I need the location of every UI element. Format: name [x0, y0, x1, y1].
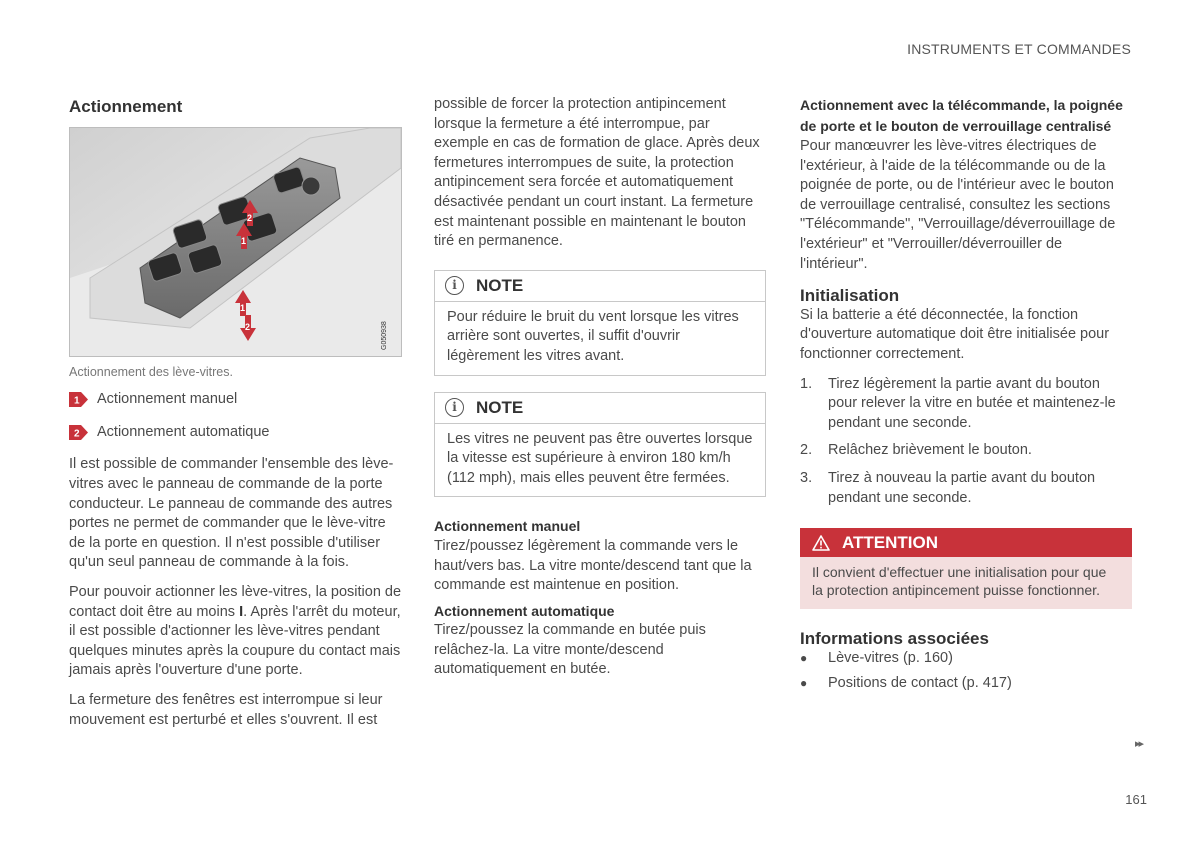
paragraph-ignition: Pour pouvoir actionner les lève-vitres, la position de contact doit être au moins I. Après l'arrêt du moteur, il est possible d'actionner les lève-vitres pendant quelques minutes après la coupure du contact mais jamais après l'ouverture d'une porte. — [69, 583, 402, 679]
bullet-icon: ● — [800, 650, 808, 665]
figure-code: G050938 — [381, 320, 388, 350]
note-box-speed — [434, 392, 766, 498]
step-item: 2. Relâchez brièvement le bouton. — [800, 442, 1032, 459]
paragraph-panel-control: Il est possible de commander l'ensemble des lève-vitres avec le panneau de commande de la porte conducteur. Le panneau de commande des autres portes ne permet de commander que le lève-vitre de la porte en question. Il n'est possible d'utiliser qu'un seul panneau de commande à la fois. — [69, 456, 394, 571]
page-number: 161 — [1125, 792, 1147, 807]
figure-caption: Actionnement des lève-vitres. — [69, 364, 233, 379]
heading-initialisation: Initialisation — [800, 286, 900, 306]
info-icon: i — [445, 398, 464, 417]
note-title: NOTE — [476, 275, 524, 295]
svg-text:2: 2 — [245, 321, 251, 332]
note-title: NOTE — [476, 397, 524, 417]
paragraph-interruption: La fermeture des fenêtres est interrompue si leur mouvement est perturbé et elles s'ouvrent. Il est — [69, 691, 383, 728]
callout-badge-2-icon — [69, 425, 88, 440]
heading-manual: Actionnement manuel — [434, 518, 581, 535]
callout-badge-1-icon — [69, 392, 88, 407]
door-panel-drawing — [70, 128, 401, 356]
initialisation-steps — [800, 375, 1132, 509]
column-2 — [434, 95, 766, 690]
text-automatic: Tirez/poussez la commande en butée puis relâchez-la. La vitre monte/descend automatiquement en butée. — [434, 622, 706, 678]
section-heading-actionnement: Actionnement — [69, 97, 183, 116]
related-links — [800, 649, 1132, 694]
heading-related-info: Informations associées — [800, 629, 989, 649]
legend-item-2 — [69, 423, 402, 443]
svg-text:2: 2 — [74, 428, 80, 440]
text-remote: Pour manœuvrer les lève-vitres électriques de l'extérieur, à l'aide de la télécommande ou de la poignée de porte, ou de l'intérieur avec le bouton de verrouillage centralisé, consultez les sections "Télécommande", "Verrouillage/déverrouillage de l'extérieur" et "Verrouiller/déverrouiller de l'intérieur". — [800, 138, 1116, 272]
step-item: 3. Tirez à nouveau la partie avant du bouton pendant une seconde. — [800, 469, 1096, 506]
text-initialisation: Si la batterie a été déconnectée, la fonction d'ouverture automatique doit être initialisée pour fonctionner correctement. — [800, 306, 1110, 362]
legend-label-2: Actionnement automatique — [97, 423, 270, 440]
attention-title: ATTENTION — [842, 532, 939, 552]
note-text: Pour réduire le bruit du vent lorsque les vitres arrière sont ouvertes, il suffit d'ouvrir légèrement les vitres avant. — [447, 308, 739, 364]
attention-text: Il convient d'effectuer une initialisation pour que la protection antipincement puisse fonctionner. — [812, 564, 1107, 599]
svg-text:1: 1 — [74, 395, 80, 407]
heading-remote: Actionnement avec la télécommande, la poignée de porte et le bouton de verrouillage centralisé — [800, 97, 1123, 134]
paragraph-anti-pinch: possible de forcer la protection antipincement lorsque la fermeture a été interrompue, par exemple en cas de formation de glace. Après deux fermetures interrompues de suite, la protection antipincement sera forcée et automatiquement désactivée pendant un court instant. La fermeture est maintenant possible en maintenant le bouton tiré en permanence. — [434, 96, 760, 250]
svg-text:2: 2 — [247, 212, 253, 223]
note-box-wind-noise — [434, 270, 766, 376]
text-manual: Tirez/poussez légèrement la commande vers le haut/vers bas. La vitre monte/descend tant que la commande est maintenue en position. — [434, 537, 752, 594]
window-switch-illustration — [69, 127, 402, 357]
svg-text:1: 1 — [241, 235, 247, 246]
legend-item-1 — [69, 390, 402, 410]
column-3 — [800, 95, 1132, 700]
legend-label-1: Actionnement manuel — [97, 391, 238, 408]
column-1 — [69, 95, 402, 740]
note-text: Les vitres ne peuvent pas être ouvertes lorsque la vitesse est supérieure à environ 180 km/h (112 mph), mais elles peuvent être fermées. — [447, 430, 753, 486]
related-link-item[interactable]: ● Positions de contact (p. 417) — [800, 674, 1132, 694]
svg-text:1: 1 — [240, 302, 246, 313]
info-icon: i — [445, 276, 464, 295]
step-item: 1. Tirez légèrement la partie avant du bouton pour relever la vitre en butée et maintenez-le pendant une seconde. — [800, 375, 1116, 431]
bullet-icon: ● — [800, 676, 808, 691]
continue-arrow-icon: ▸▸ — [1134, 738, 1142, 750]
running-header: INSTRUMENTS ET COMMANDES — [907, 41, 1131, 57]
attention-box — [800, 528, 1132, 609]
related-link-item[interactable]: ● Lève-vitres (p. 160) — [800, 649, 1132, 669]
heading-automatic: Actionnement automatique — [434, 602, 615, 619]
warning-triangle-icon — [812, 535, 830, 551]
